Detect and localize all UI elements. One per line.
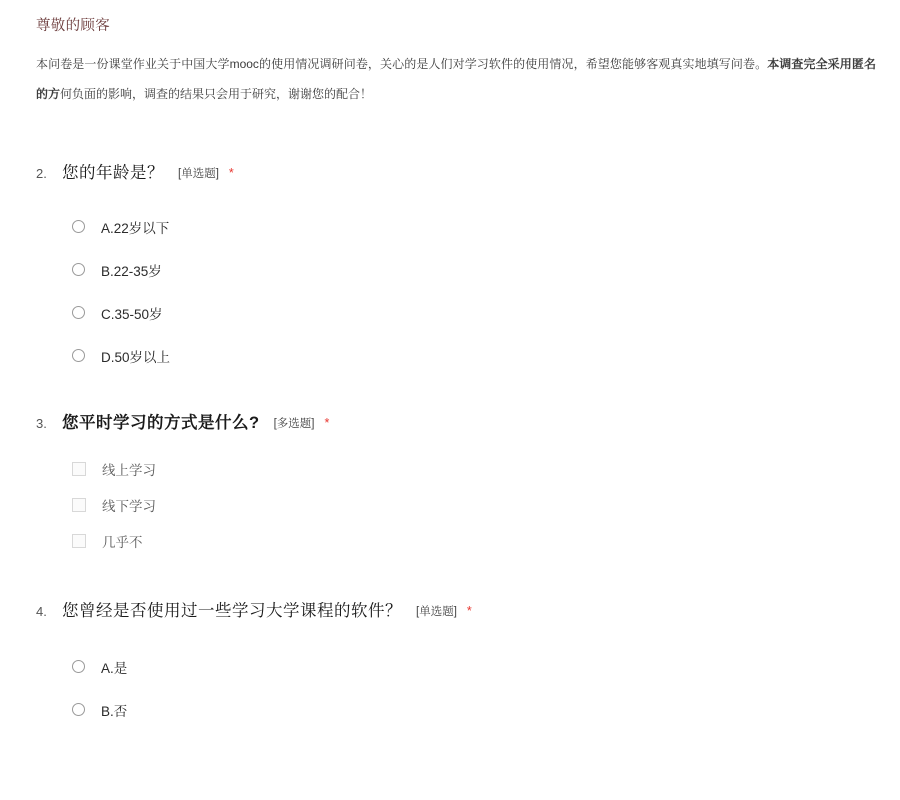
option-row[interactable] [36, 523, 876, 559]
option-row[interactable] [36, 248, 876, 291]
intro-body-emphasis: 本调查完全采用匿名的方 [36, 57, 876, 101]
option-label: C.35-50岁 [101, 306, 163, 322]
option-label: D.50岁以上 [101, 349, 171, 365]
radio-icon[interactable] [72, 220, 85, 233]
option-row[interactable] [36, 688, 876, 731]
question-2 [0, 159, 900, 377]
intro-body-part1: 本问卷是一份课堂作业关于中国大学mooc的使用情况调研问卷，关心的是人们对学习软件的使用情况，希望您能够客观真实地填写问卷。 [36, 57, 768, 71]
question-4-options [36, 621, 876, 731]
question-2-number: 2. [36, 166, 47, 181]
option-row[interactable] [36, 334, 876, 377]
question-3-options [36, 433, 876, 559]
checkbox-icon[interactable] [72, 462, 86, 476]
question-3-required-marker: * [324, 416, 330, 430]
spacer-before-q3 [0, 377, 900, 409]
option-row[interactable] [36, 487, 876, 523]
checkbox-icon[interactable] [72, 534, 86, 548]
question-4 [0, 597, 900, 731]
checkbox-icon[interactable] [72, 498, 86, 512]
question-3-title: 您平时学习的方式是什么? [62, 414, 260, 432]
question-2-header [36, 159, 876, 183]
question-4-required-marker: * [466, 604, 472, 618]
question-3 [0, 409, 900, 559]
question-3-number: 3. [36, 416, 47, 431]
option-row[interactable] [36, 205, 876, 248]
question-2-title: 您的年龄是？ [62, 164, 164, 182]
intro-body-part2: 何负面的影响，调查的结果只会用于研究，谢谢您的配合！ [60, 87, 373, 101]
question-2-required-marker: * [228, 166, 234, 180]
question-4-type: [单选题] [416, 606, 457, 618]
question-3-header [36, 409, 876, 433]
radio-icon[interactable] [72, 263, 85, 276]
radio-icon[interactable] [72, 306, 85, 319]
intro-body [0, 35, 900, 109]
intro-title: 尊敬的顾客 [36, 18, 110, 34]
spacer-before-q2 [0, 109, 900, 159]
option-row[interactable] [36, 451, 876, 487]
option-label: B.否 [101, 703, 128, 719]
option-row[interactable] [36, 645, 876, 688]
option-label: B.22-35岁 [101, 263, 162, 279]
spacer-before-q4 [0, 559, 900, 597]
question-2-options [36, 183, 876, 377]
question-2-type: [单选题] [178, 168, 219, 180]
option-label: 线下学习 [102, 499, 156, 514]
radio-icon[interactable] [72, 660, 85, 673]
option-label: A.是 [101, 660, 128, 676]
option-label: 几乎不 [102, 535, 143, 550]
radio-icon[interactable] [72, 703, 85, 716]
option-label: 线上学习 [102, 463, 156, 478]
survey-intro [0, 0, 900, 109]
question-4-header [36, 597, 876, 621]
radio-icon[interactable] [72, 349, 85, 362]
question-4-title: 您曾经是否使用过一些学习大学课程的软件？ [62, 602, 402, 620]
question-4-number: 4. [36, 604, 47, 619]
option-label: A.22岁以下 [101, 220, 170, 236]
option-row[interactable] [36, 291, 876, 334]
question-3-type: [多选题] [273, 418, 315, 430]
